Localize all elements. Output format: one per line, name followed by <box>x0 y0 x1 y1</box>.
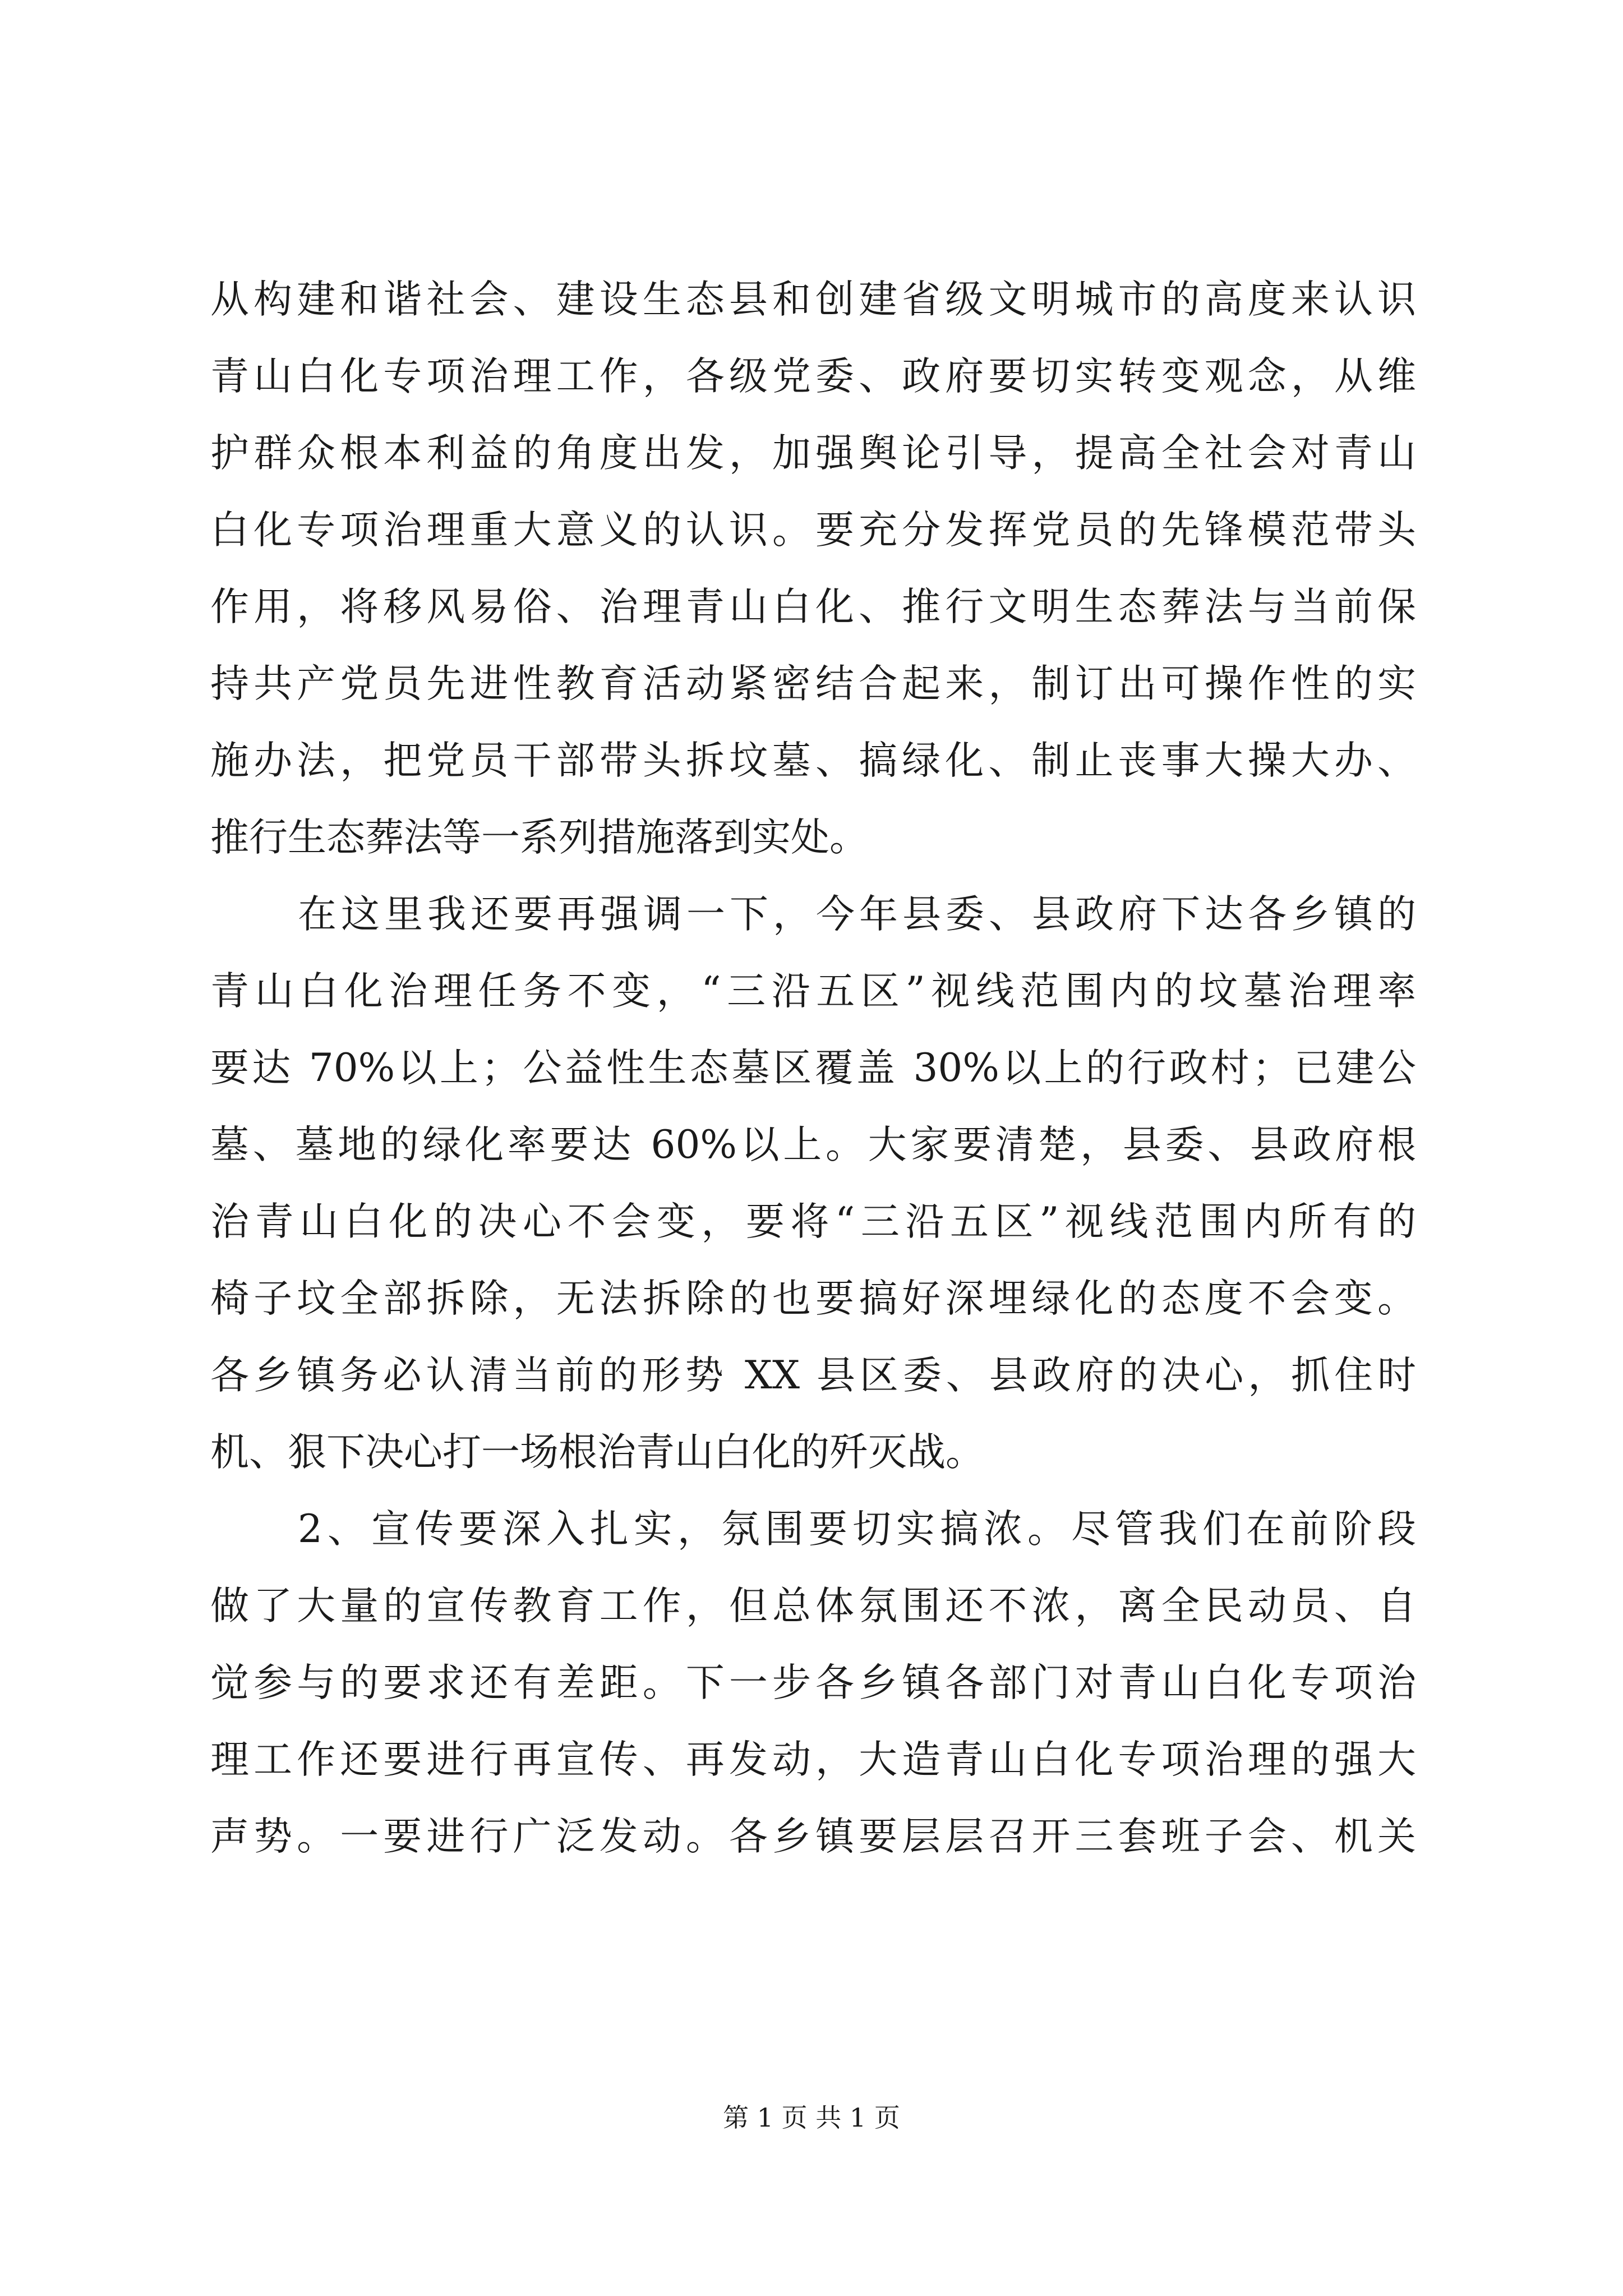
text-line: 觉参与的要求还有差距。下一步各乡镇各部门对青山白化专项治 <box>210 1660 1416 1705</box>
text-line: 声势。一要进行广泛发动。各乡镇要层层召开三套班子会、机关 <box>210 1814 1416 1859</box>
text-line: 施办法，把党员干部带头拆坟墓、搞绿化、制止丧事大操大办、 <box>210 738 1416 783</box>
text-line: 要达 70%以上；公益性生态墓区覆盖 30%以上的行政村；已建公 <box>210 1046 1416 1091</box>
text-line: 做了大量的宣传教育工作，但总体氛围还不浓，离全民动员、自 <box>210 1584 1416 1628</box>
text-line: 各乡镇务必认清当前的形势 XX 县区委、县政府的决心，抓住时 <box>210 1353 1416 1398</box>
text-line: 青山白化治理任务不变，“三沿五区”视线范围内的坟墓治理率 <box>210 969 1416 1014</box>
text-line: 机、狠下决心打一场根治青山白化的歼灭战。 <box>210 1430 984 1475</box>
text-line: 青山白化专项治理工作，各级党委、政府要切实转变观念，从维 <box>210 354 1416 399</box>
text-line: 椅子坟全部拆除，无法拆除的也要搞好深埋绿化的态度不会变。 <box>210 1276 1416 1321</box>
paragraph-first-line: 2、宣传要深入扎实，氛围要切实搞浓。尽管我们在前阶段 <box>298 1507 1416 1552</box>
page-number: 第 1 页 共 1 页 <box>723 2102 900 2133</box>
text-line: 墓、墓地的绿化率要达 60%以上。大家要清楚，县委、县政府根 <box>210 1122 1416 1167</box>
page-footer <box>0 2101 1623 2134</box>
text-line: 作用，将移风易俗、治理青山白化、推行文明生态葬法与当前保 <box>210 585 1416 629</box>
document-body <box>210 261 1416 1875</box>
paragraph-first-line: 在这里我还要再强调一下，今年县委、县政府下达各乡镇的 <box>298 892 1416 937</box>
text-line: 推行生态葬法等一系列措施落到实处。 <box>210 815 868 860</box>
text-line: 护群众根本利益的角度出发，加强舆论引导，提高全社会对青山 <box>210 431 1416 476</box>
text-line: 从构建和谐社会、建设生态县和创建省级文明城市的高度来认识 <box>210 277 1416 322</box>
text-line: 持共产党员先进性教育活动紧密结合起来，制订出可操作性的实 <box>210 661 1416 706</box>
text-line: 治青山白化的决心不会变，要将“三沿五区”视线范围内所有的 <box>210 1199 1416 1244</box>
text-line: 白化专项治理重大意义的认识。要充分发挥党员的先锋模范带头 <box>210 508 1416 553</box>
text-line: 理工作还要进行再宣传、再发动，大造青山白化专项治理的强大 <box>210 1737 1416 1782</box>
